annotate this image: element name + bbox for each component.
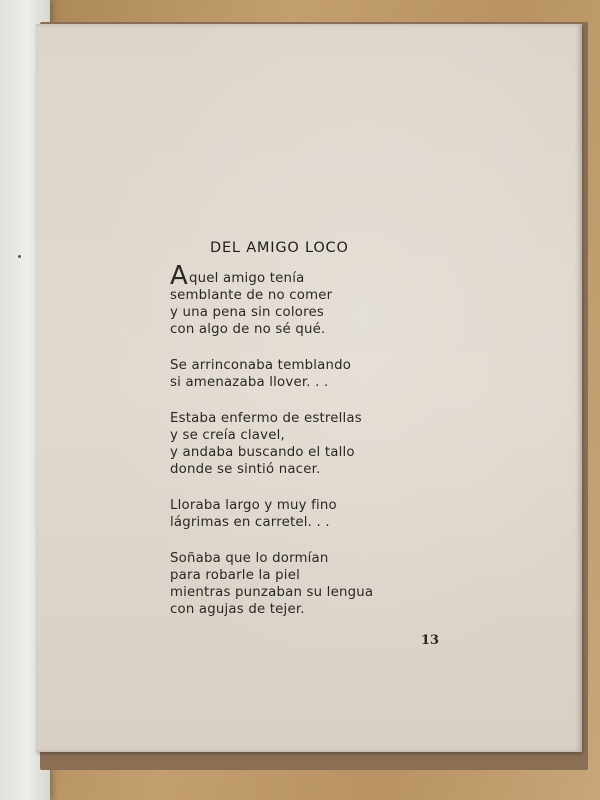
stanza-4 [170, 497, 430, 531]
poem-line: mientras punzaban su lengua [170, 585, 374, 600]
poem-line [170, 261, 430, 291]
stanza-3 [170, 410, 430, 478]
poem-line: Se arrinconaba temblando [170, 358, 352, 373]
poem-line: donde se sintió nacer. [170, 462, 321, 477]
poem-line: semblante de no comer [170, 288, 333, 303]
stanza-1 [170, 261, 430, 338]
poem-line: y andaba buscando el tallo [170, 445, 355, 460]
poem-line: si amenazaba llover. . . [170, 375, 329, 390]
poem-body [170, 261, 430, 637]
poem-line: Estaba enfermo de estrellas [170, 411, 362, 426]
poem-line: con algo de no sé qué. [170, 322, 326, 337]
poem-line: y se creía clavel, [170, 428, 285, 443]
stanza-2 [170, 357, 430, 391]
drop-cap: A [170, 261, 188, 291]
poem-line: para robarle la piel [170, 568, 300, 583]
page-speck [18, 255, 21, 258]
poem-line: con agujas de tejer. [170, 602, 305, 617]
page-number: 13 [421, 633, 440, 648]
poem-line: Lloraba largo y muy fino [170, 498, 337, 513]
poem-line: Soñaba que lo dormían [170, 551, 329, 566]
stanza-5 [170, 550, 430, 618]
poem-line-text: quel amigo tenía [189, 271, 305, 286]
poem-title: DEL AMIGO LOCO [210, 240, 349, 256]
poem-line: y una pena sin colores [170, 305, 324, 320]
poem-line: lágrimas en carretel. . . [170, 515, 330, 530]
